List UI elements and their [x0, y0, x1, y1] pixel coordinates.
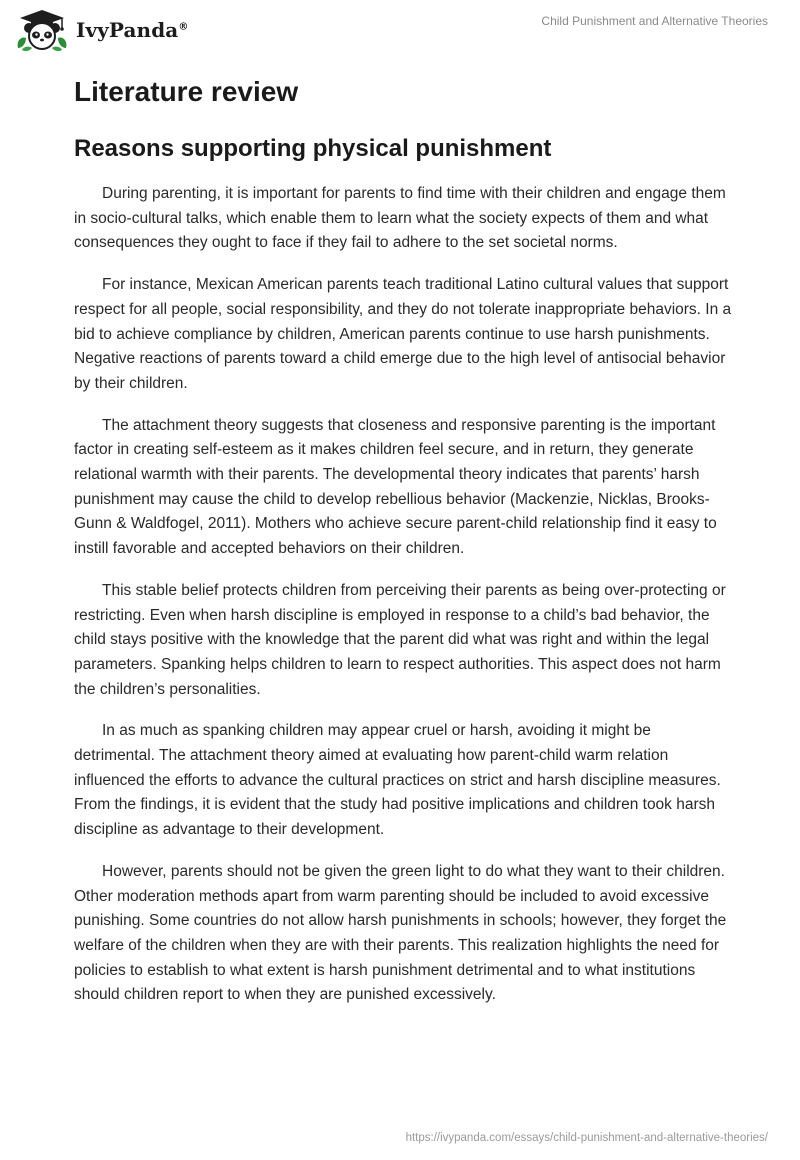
essay-content	[74, 72, 734, 1025]
paragraph: In as much as spanking children may appear cruel or harsh, avoiding it might be detrimental. The attachment theory aimed at evaluating how parent-child warm relation influenced the efforts to advance the cultural practices on strict and harsh discipline measures. From the findings, it is evident that the study had positive implications and children took harsh discipline as advantage to their development.	[74, 722, 721, 839]
section-title: Literature review	[74, 76, 299, 107]
section-subtitle: Reasons supporting physical punishment	[74, 135, 552, 162]
registered-mark: ®	[178, 21, 189, 33]
panda-graduate-icon	[14, 8, 70, 52]
page-header	[0, 0, 800, 60]
ivypanda-logo[interactable]	[14, 8, 188, 52]
logo-wordmark: IvyPanda®	[76, 18, 189, 42]
paragraph: During parenting, it is important for parents to find time with their children and engage them in socio-cultural talks, which enable them to learn what the society expects of them and what consequences they ought to face if they fail to adhere to the set societal norms.	[74, 185, 726, 252]
paragraph: However, parents should not be given the green light to do what they want to their children. Other moderation methods apart from warm parenting should be included to avoid excessive punishing. Some countries do not allow harsh punishments in schools; however, they forget the welfare of the children when they are with their parents. This realization highlights the need for policies to establish to what extent is harsh punishment detrimental and to what institutions should children report to when they are punished excessively.	[74, 862, 727, 1004]
source-url-link[interactable]: https://ivypanda.com/essays/child-punishment-and-alternative-theories/	[405, 1132, 768, 1144]
essay-body	[74, 182, 734, 1008]
paragraph: The attachment theory suggests that closeness and responsive parenting is the important factor in creating self-esteem as it makes children feel secure, and in return, they generate relational warmth with their parents. The developmental theory indicates that parents’ harsh punishment may cause the child to develop rebellious behavior (Mackenzie, Nicklas, Brooks-Gunn & Waldfogel, 2011). Mothers who achieve secure parent-child relationship find it easy to instill favorable and accepted behaviors on their children.	[74, 416, 717, 558]
paragraph: For instance, Mexican American parents teach traditional Latino cultural values that support respect for all people, social responsibility, and they do not tolerate inappropriate behaviors. In a bid to achieve compliance by children, American parents continue to use harsh punishments. Negative reactions of parents toward a child emerge due to the high level of antisocial behavior by their children.	[74, 276, 732, 392]
paragraph: This stable belief protects children from perceiving their parents as being over-protecting or restricting. Even when harsh discipline is employed in response to a child’s bad behavior, the child stays positive with the knowledge that the parent did what was right and within the legal parameters. Spanking helps children to learn to respect authorities. This aspect does not harm the children’s personalities.	[74, 581, 726, 698]
running-title: Child Punishment and Alternative Theories	[541, 14, 768, 28]
